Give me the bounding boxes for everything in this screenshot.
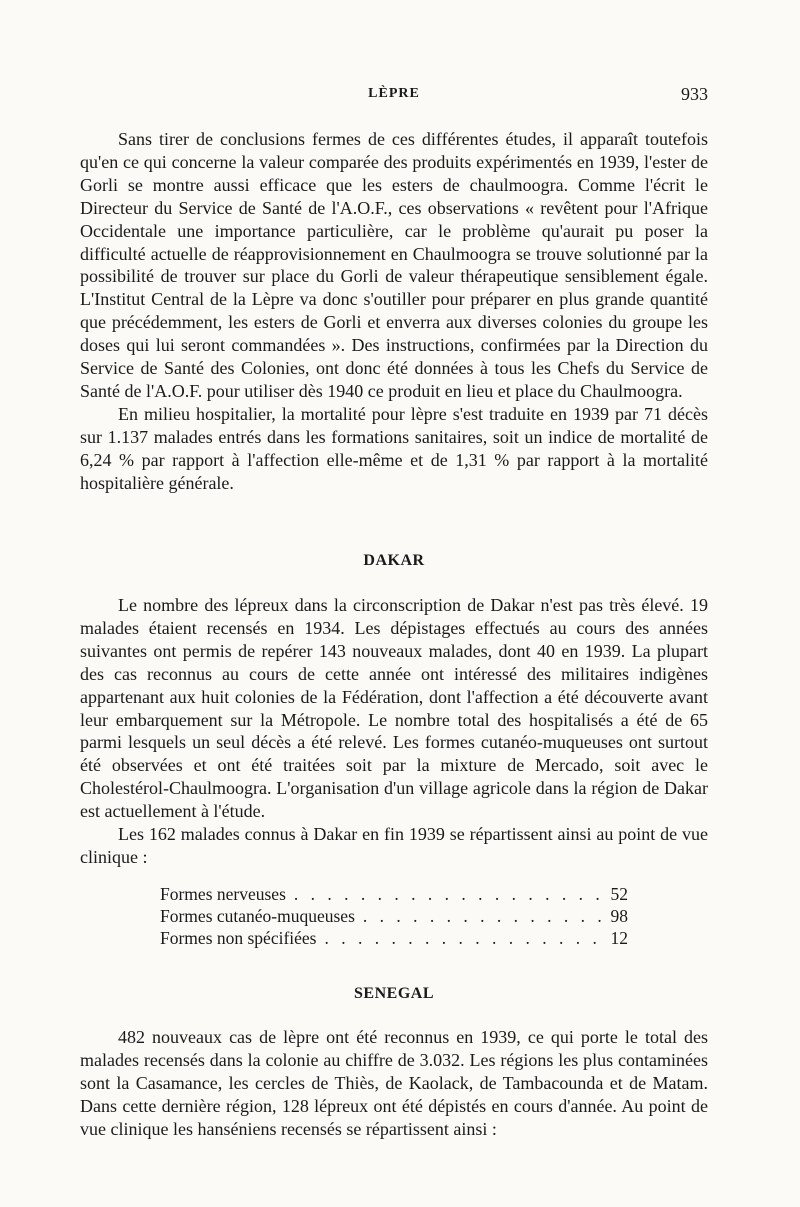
paragraph: En milieu hospitalier, la mortalité pour lèpre s'est traduite en 1939 par 71 décès sur 1.137 malades entrés dans les formations sanitaires, soit un indice de mortalité de 6,24 % par rapport à l'affection elle-même et de 1,31 % par rapport à la mortalité hospitalière générale. bbox=[80, 403, 708, 493]
page-number: 933 bbox=[681, 84, 708, 104]
row-label: Formes nerveuses bbox=[160, 884, 286, 904]
row-value: 12 bbox=[610, 928, 628, 948]
row-label: Formes non spécifiées bbox=[160, 928, 317, 948]
running-title: LÈPRE bbox=[368, 86, 420, 101]
clinical-forms-table bbox=[160, 883, 628, 949]
senegal-text bbox=[80, 1026, 708, 1141]
paragraph: Les 162 malades connus à Dakar en fin 1939 se répartissent ainsi au point de vue clinique : bbox=[80, 824, 708, 867]
row-label: Formes cutanéo-muqueuses bbox=[160, 906, 355, 926]
row-value: 52 bbox=[610, 884, 628, 904]
dakar-text bbox=[80, 594, 708, 869]
leader-dots bbox=[294, 883, 603, 905]
paragraph: 482 nouveaux cas de lèpre ont été reconnus en 1939, ce qui porte le total des malades recensés dans la colonie au chiffre de 3.032. Les régions les plus contaminées sont la Casamance, les cercles de Thiès, de Kaolack, de Tambacounda et de Matam. Dans cette dernière région, 128 lépreux ont été dépistés en cours d'année. Au point de vue clinique les hanséniens recensés se répartissent ainsi : bbox=[80, 1027, 708, 1139]
page-header bbox=[80, 86, 708, 110]
row-value: 98 bbox=[610, 906, 628, 926]
paragraph: Sans tirer de conclusions fermes de ces différentes études, il apparaît toutefois qu'en ce qui concerne la valeur comparée des produits expérimentés en 1939, l'ester de Gorli se montre aussi efficace que les esters de chaulmoogra. Comme l'écrit le Directeur du Service de Santé de l'A.O.F., ces observations « revêtent pour l'Afrique Occidentale une importance particulière, car le problème qu'aurait pu poser la difficulté actuelle de réapprovisionnement en Chaulmoogra se trouve solutionné par la possibilité de trouver sur place du Gorli de valeur thérapeutique sensiblement égale. L'Institut Central de la Lèpre va donc s'outiller pour préparer en plus grande quantité que précédemment, les esters de Gorli et enverra aux diverses colonies du groupe les doses qui lui seront commandées ». Des instructions, confirmées par la Direction du Service de Santé des Colonies, ont donc été données à tous les Chefs du Service de Santé de l'A.O.F. pour utiliser dès 1940 ce produit en lieu et place du Chaulmoogra. bbox=[80, 129, 708, 401]
table-row bbox=[160, 927, 628, 949]
paragraph: Le nombre des lépreux dans la circonscription de Dakar n'est pas très élevé. 19 malades étaient recensés en 1934. Les dépistages effectués au cours des années suivantes ont permis de repérer 143 nouveaux malades, dont 40 en 1939. La plupart des cas reconnus au cours de cette année ont intéressé des militaires indigènes appartenant aux huit colonies de la Fédération, dont l'affection a été découverte avant leur embarquement sur la Métropole. Le nombre total des hospitalisés a été de 65 parmi lesquels un seul décès a été relevé. Les formes cutanéo-muqueuses ont surtout été observées et ont été traitées soit par la mixture de Mercado, soit avec le Cholestérol-Chaulmoogra. L'organisation d'un village agricole dans la région de Dakar est actuellement à l'étude. bbox=[80, 595, 708, 822]
section-title-senegal: SENEGAL bbox=[354, 985, 434, 1002]
intro-text bbox=[80, 128, 708, 495]
table-row bbox=[160, 905, 628, 927]
leader-dots bbox=[363, 905, 603, 927]
table-row bbox=[160, 883, 628, 905]
section-title-dakar: DAKAR bbox=[363, 552, 425, 569]
leader-dots bbox=[325, 927, 603, 949]
